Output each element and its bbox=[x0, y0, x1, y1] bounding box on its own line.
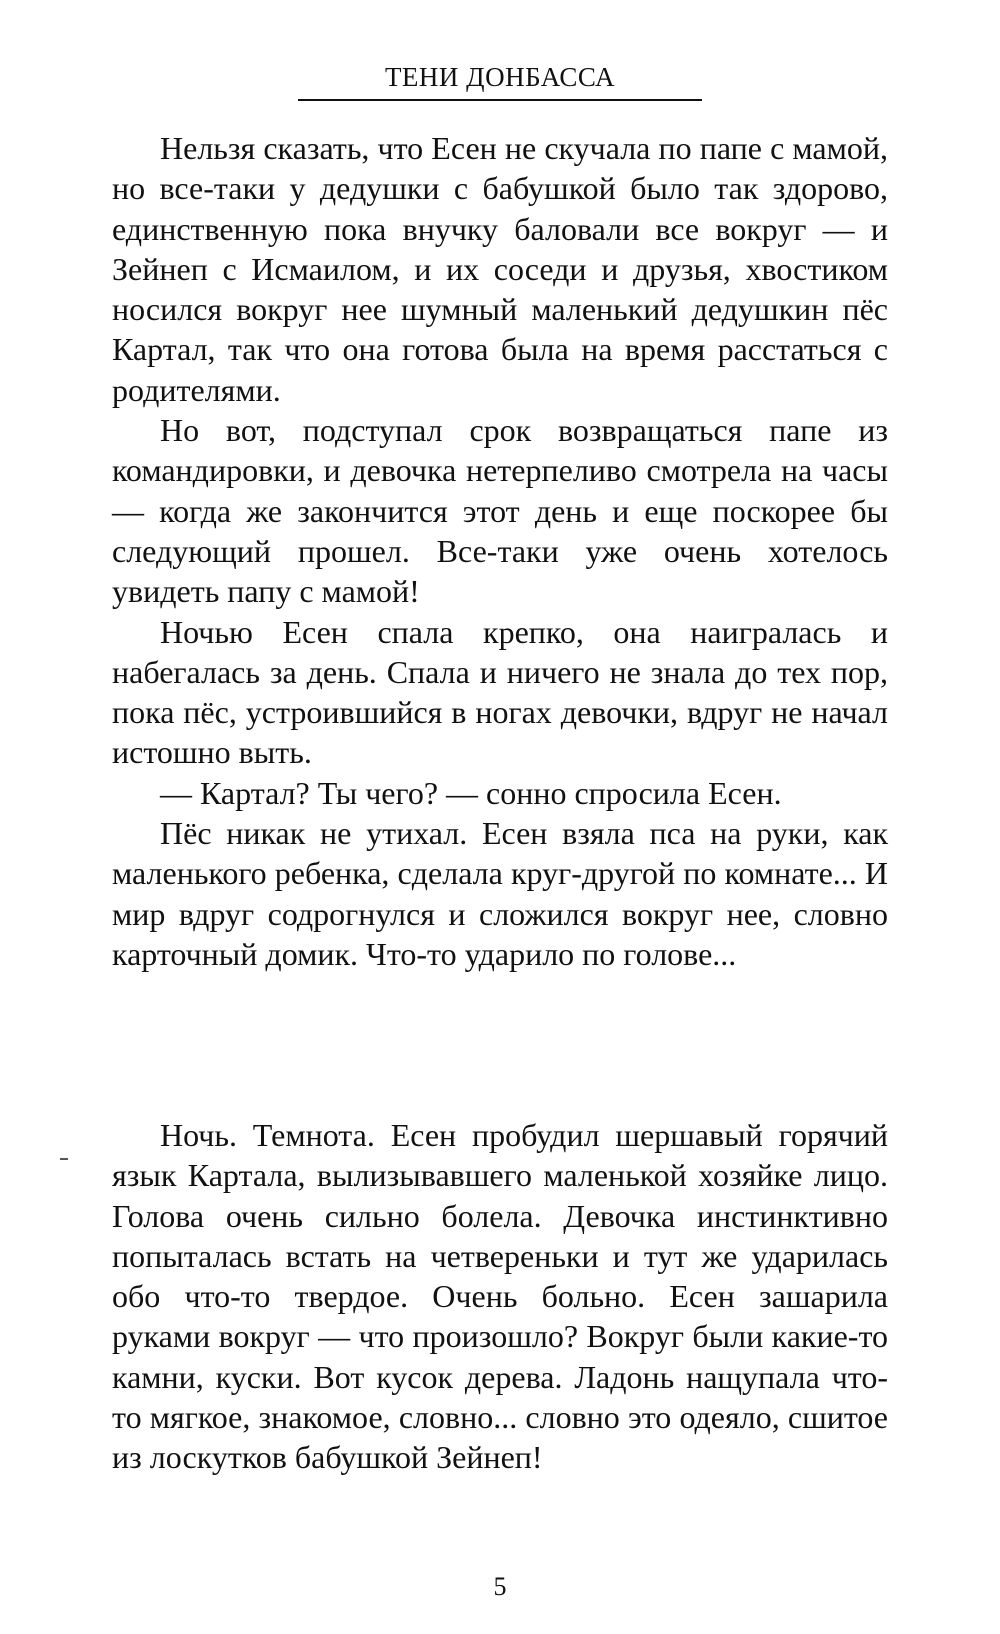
paragraph: Но вот, подступал срок возвращаться папе из командировки, и девочка нетерпеливо смотрела на часы — когда же закончится этот день и еще поскорее бы следующий прошел. Все-таки уже очень хотелось увидеть папу с мамой! bbox=[112, 412, 888, 610]
dialogue-line: — Картал? Ты чего? — сонно спросила Есен. bbox=[160, 774, 782, 811]
page-number: 5 bbox=[493, 1572, 507, 1601]
text-section-2 bbox=[112, 1115, 888, 1478]
paragraph: Нельзя сказать, что Есен не скучала по папе с мамой, но все-таки у дедушки с бабушкой было так здорово, единственную пока внучку баловали все вокруг — и Зейнеп с Исмаилом, и их соседи и друзья, хвостиком носился вокруг нее шумный маленький дедушкин пёс Картал, так что она готова была на время расстаться с родителями. bbox=[112, 130, 888, 408]
text-section-1 bbox=[112, 128, 888, 974]
running-header: ТЕНИ ДОНБАССА bbox=[384, 62, 616, 92]
header-rule bbox=[298, 99, 702, 101]
margin-mark bbox=[60, 1158, 68, 1160]
paragraph: Ночью Есен спала крепко, она наигралась и набегалась за день. Спала и ничего не знала до тех пор, пока пёс, устроившийся в ногах девочки, вдруг не начал истошно выть. bbox=[112, 613, 888, 771]
paragraph: Ночь. Темнота. Есен пробудил шершавый горячий язык Картала, вылизывавшего маленькой хозяйке лицо. Голова очень сильно болела. Девочка инстинктивно попыталась встать на четвереньки и тут же ударилась обо что-то твердое. Очень больно. Есен зашарила руками вокруг — что произошло? Вокруг были какие-то камни, куски. Вот кусок дерева. Ладонь нащупала что-то мягкое, знакомое, словно... словно это одеяло, сшитое из лоскутков бабушкой Зейнеп! bbox=[112, 1117, 888, 1476]
paragraph: Пёс никак не утихал. Есен взяла пса на руки, как маленького ребенка, сделала круг-другой по комнате... И мир вдруг содрогнулся и сложился вокруг нее, словно карточный домик. Что-то ударило по голове... bbox=[112, 815, 888, 972]
